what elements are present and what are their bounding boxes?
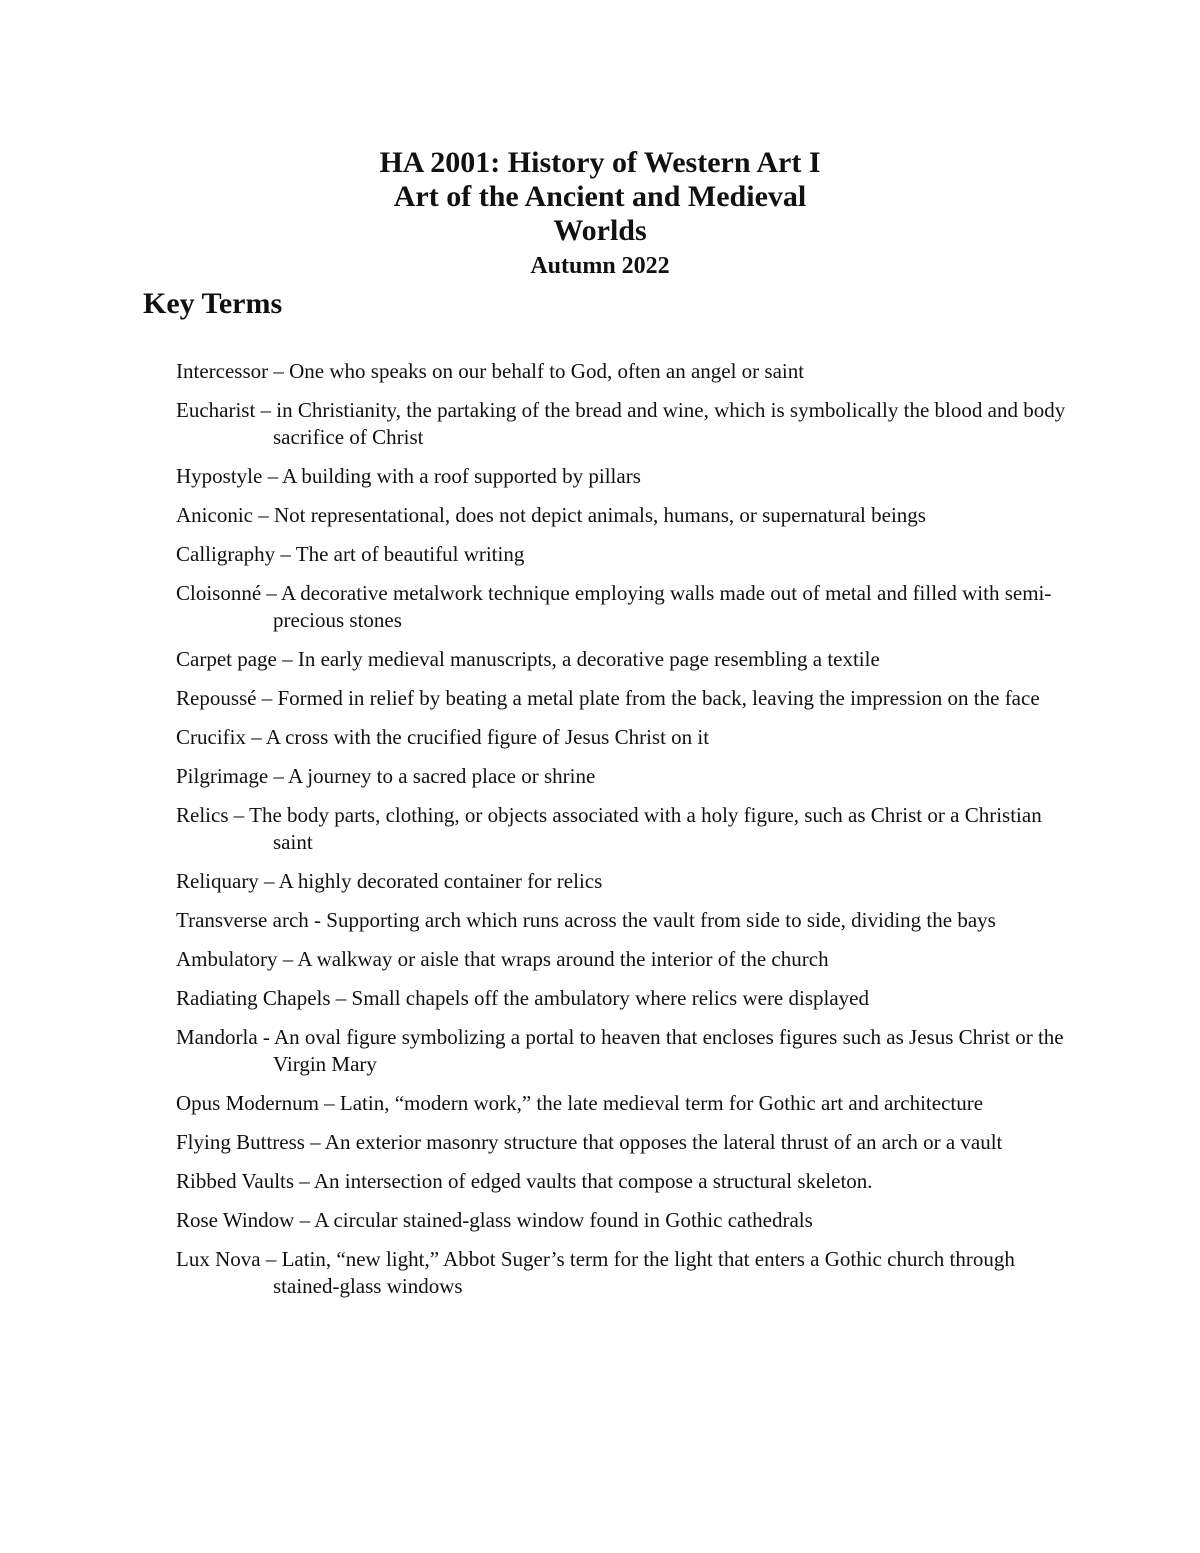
term-item: Crucifix – A cross with the crucified figure of Jesus Christ on it (176, 725, 710, 749)
term-item: Aniconic – Not representational, does not depict animals, humans, or supernatural beings (176, 503, 926, 527)
term-item: Reliquary – A highly decorated container for relics (176, 869, 603, 893)
term-item: Intercessor – One who speaks on our behalf to God, often an angel or saint (176, 359, 805, 383)
term-item: Transverse arch - Supporting arch which runs across the vault from side to side, dividing the bays (176, 908, 996, 932)
term-item: Calligraphy – The art of beautiful writing (176, 542, 525, 566)
term-label: Autumn 2022 (530, 253, 670, 279)
term-item: Opus Modernum – Latin, “modern work,” the late medieval term for Gothic art and architecture (176, 1091, 984, 1115)
key-terms-list (176, 358, 1076, 1312)
term-item: Ambulatory – A walkway or aisle that wraps around the interior of the church (176, 947, 829, 971)
term-item: Lux Nova – Latin, “new light,” Abbot Suger’s term for the light that enters a Gothic church through stained-glass windows (176, 1247, 1015, 1298)
section-heading: Key Terms (143, 287, 283, 320)
course-title-line-1: HA 2001: History of Western Art I (379, 146, 821, 179)
term-item: Carpet page – In early medieval manuscripts, a decorative page resembling a textile (176, 647, 880, 671)
course-title-line-3: Worlds (553, 214, 647, 247)
document-header (0, 146, 1200, 280)
term-item: Hypostyle – A building with a roof supported by pillars (176, 464, 641, 488)
term-item: Ribbed Vaults – An intersection of edged vaults that compose a structural skeleton. (176, 1169, 873, 1193)
term-item: Repoussé – Formed in relief by beating a metal plate from the back, leaving the impression on the face (176, 686, 1040, 710)
term-item: Cloisonné – A decorative metalwork technique employing walls made out of metal and filled with semi-precious stones (176, 581, 1052, 632)
term-item: Flying Buttress – An exterior masonry structure that opposes the lateral thrust of an arch or a vault (176, 1130, 1003, 1154)
term-item: Eucharist – in Christianity, the partaking of the bread and wine, which is symbolically the blood and body sacrifice of Christ (176, 398, 1066, 449)
term-item: Rose Window – A circular stained-glass window found in Gothic cathedrals (176, 1208, 813, 1232)
course-title-line-2: Art of the Ancient and Medieval (393, 180, 807, 213)
term-item: Relics – The body parts, clothing, or objects associated with a holy figure, such as Christ or a Christian saint (176, 803, 1042, 854)
term-item: Radiating Chapels – Small chapels off the ambulatory where relics were displayed (176, 986, 869, 1010)
term-item: Pilgrimage – A journey to a sacred place or shrine (176, 764, 596, 788)
term-item: Mandorla - An oval figure symbolizing a portal to heaven that encloses figures such as Jesus Christ or the Virgin Mary (176, 1025, 1064, 1076)
